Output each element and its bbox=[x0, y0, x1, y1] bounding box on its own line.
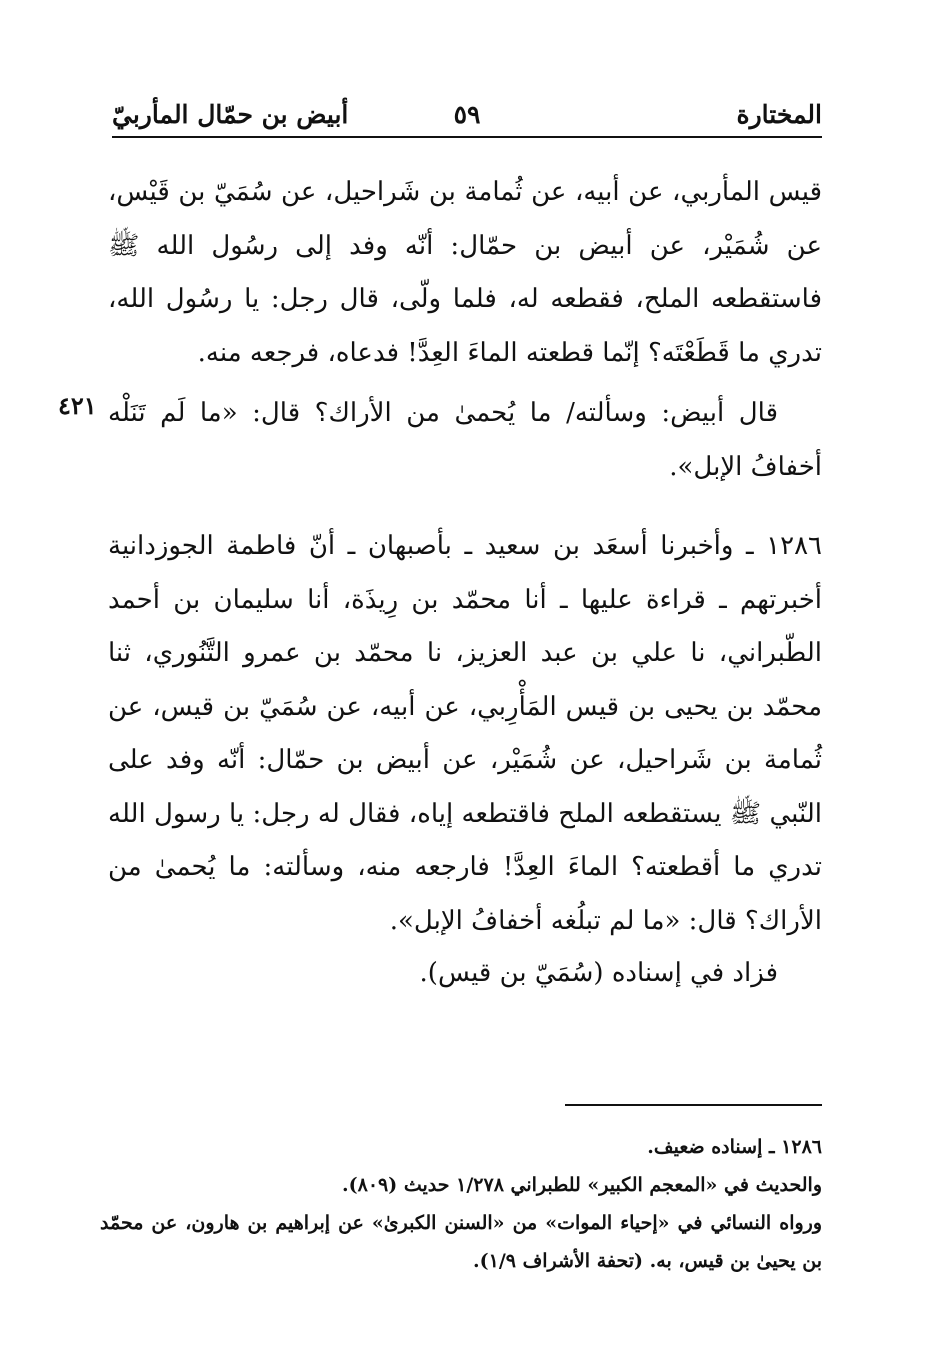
running-header bbox=[112, 96, 822, 138]
footnotes bbox=[100, 1128, 822, 1280]
section-title: أبيض بن حمّال المأربيّ bbox=[112, 100, 349, 129]
footnote-3: ورواه النسائي في «إحياء الموات» من «السنن الكبرىٰ» عن إبراهيم بن هارون، عن محمّد بن يحيىٰ بن قيس، به. (تحفة الأشراف ١/٩). bbox=[100, 1212, 822, 1272]
paragraph-1: قيس المأربي، عن أبيه، عن ثُمامة بن شَراحيل، عن سُمَيّ بن قَيْس، عن شُمَيْر، عن أبيض بن حمّال: أنّه وفد إلى رسُول الله ﷺ فاستقطعه الملح، فقطعه له، فلما ولّى، قال رجل: يا رسُول الله، تدري ما قَطَعْتَه؟ إنّما قطعته الماءَ العِدَّ! فدعاه، فرجعه منه. bbox=[108, 177, 822, 368]
page-number: ٥٩ bbox=[453, 100, 481, 129]
book-title: المختارة bbox=[736, 100, 822, 129]
paragraph-2: قال أبيض: وسألته/ ما يُحمىٰ من الأراك؟ قال: «ما لَم تَنَلْه أخفافُ الإبل». bbox=[108, 398, 822, 482]
paragraph-4: فزاد في إسناده (سُمَيّ بن قيس). bbox=[419, 958, 778, 988]
footnote-2: والحديث في «المعجم الكبير» للطبراني ١/٢٧٨ حديث (٨٠٩). bbox=[342, 1174, 822, 1196]
footnote-divider bbox=[565, 1104, 822, 1106]
footnote-1: ١٢٨٦ ـ إسناده ضعيف. bbox=[647, 1136, 822, 1158]
margin-hadith-number: ٤٢١ bbox=[58, 391, 97, 420]
paragraph-3-hadith-1286: ١٢٨٦ ـ وأخبرنا أسعَد بن سعيد ـ بأصبهان ـ أنّ فاطمة الجوزدانية أخبرتهم ـ قراءة عليها ـ أنا محمّد بن رِيذَة، أنا سليمان بن أحمد الطّبراني، نا علي بن عبد العزيز، نا محمّد بن عمرو التَّنُوري، ثنا محمّد بن يحيى بن قيس المَأْرِبي، عن أبيه، عن سُمَيّ بن قيس، عن ثُمامة بن شَراحيل، عن شُمَيْر، عن أبيض بن حمّال: أنّه وفد على النّبي ﷺ يستقطعه الملح فاقتطعه إياه، فقال له رجل: يا رسول الله تدري ما أقطعته؟ الماءَ العِدَّ! فارجعه منه، وسألته: ما يُحمىٰ من الأراك؟ قال: «ما لم تبلُغه أخفافُ الإبل». bbox=[108, 531, 822, 936]
